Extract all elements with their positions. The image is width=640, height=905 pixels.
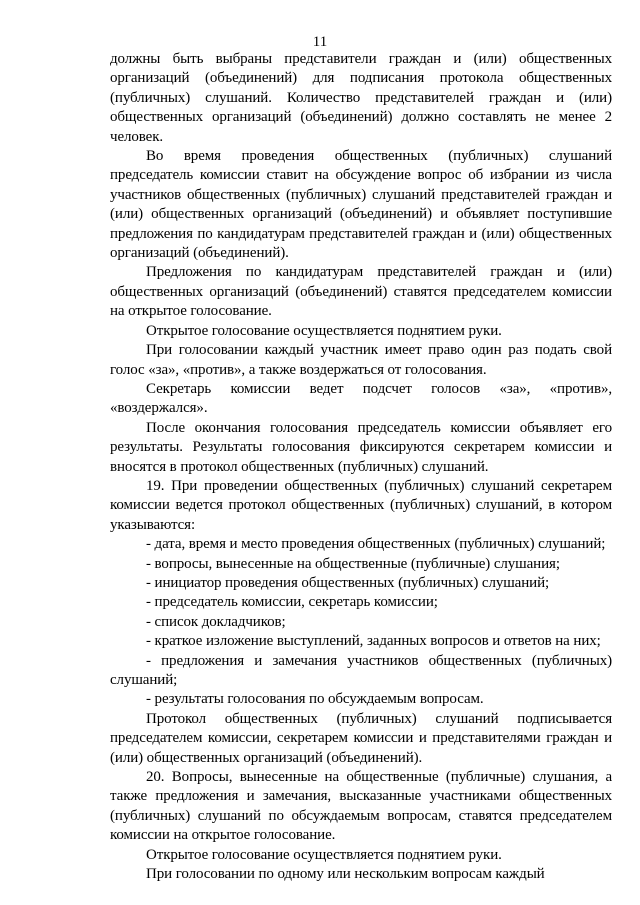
paragraph: Секретарь комиссии ведет подсчет голосов «за», «против», «воздержался».	[110, 380, 612, 417]
paragraph: После окончания голосования председатель комиссии объявляет его результаты. Результаты голосования фиксируются секретарем комиссии и вносятся в протокол общественных (публичных) слушаний.	[110, 419, 612, 475]
list-item: - результаты голосования по обсуждаемым вопросам.	[146, 691, 484, 708]
paragraph: При голосовании каждый участник имеет право один раз подать свой голос «за», «против», а также воздержаться от голосования.	[110, 342, 612, 378]
list-item: - список докладчиков;	[146, 613, 286, 630]
list-item: - инициатор проведения общественных (публичных) слушаний;	[146, 574, 550, 591]
paragraph: 20. Вопросы, вынесенные на общественные (публичные) слушания, а также предложения и замечания, высказанные участниками общественных (публичных) слушаний по обсуждаемым вопросам, ставятся председателем комиссии на открытое голосование.	[110, 769, 612, 844]
paragraph: Предложения по кандидатурам представителей граждан и (или) общественных организаций (объединений) ставятся председателем комиссии на открытое голосование.	[110, 264, 612, 320]
paragraph: должны быть выбраны представители граждан и (или) общественных организаций (объединений) для подписания протокола общественных (публичных) слушаний. Количество представителей граждан и (или) общественных организаций (объединений) должно составлять не менее 2 человек.	[110, 51, 612, 145]
list-item: - председатель комиссии, секретарь комиссии;	[146, 594, 438, 611]
list-item: - краткое изложение выступлений, заданных вопросов и ответов на них;	[146, 633, 601, 650]
list-item: - вопросы, вынесенные на общественные (публичные) слушания;	[146, 555, 560, 572]
paragraph: Во время проведения общественных (публичных) слушаний председатель комиссии ставит на обсуждение вопрос об избрании из числа участников общественных (публичных) слушаний представителей граждан и (или) общественных организаций (объединений) и объявляет поступившие предложения по кандидатурам представителей граждан и (или) общественных организаций (объединений).	[110, 148, 612, 262]
list-item: - дата, время и место проведения общественных (публичных) слушаний;	[146, 536, 606, 553]
paragraph: Протокол общественных (публичных) слушаний подписывается председателем комиссии, секретарем комиссии и представителями граждан и (или) общественных организаций (объединений).	[110, 710, 612, 766]
paragraph: Открытое голосование осуществляется поднятием руки.	[146, 846, 502, 863]
list-item: - предложения и замечания участников общественных (публичных) слушаний;	[110, 652, 612, 688]
paragraph: При голосовании по одному или нескольким вопросам каждый	[146, 866, 545, 883]
paragraph: 19. При проведении общественных (публичных) слушаний секретарем комиссии ведется протокол общественных (публичных) слушаний, в котором указываются:	[110, 477, 612, 533]
page-number: 11	[312, 34, 328, 50]
document-body	[110, 50, 612, 884]
paragraph: Открытое голосование осуществляется поднятием руки.	[146, 322, 502, 339]
